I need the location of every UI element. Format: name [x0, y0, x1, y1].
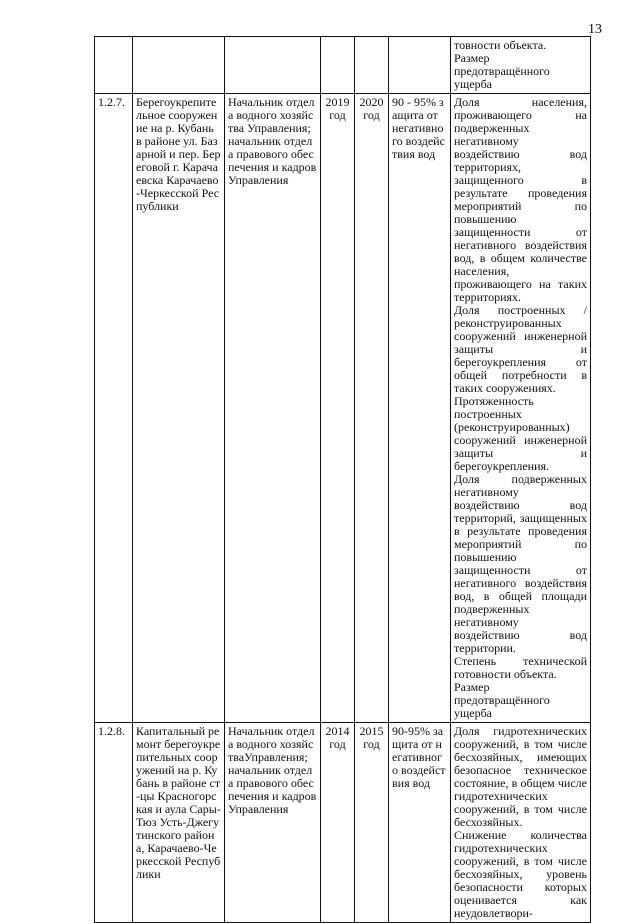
cell-results — [451, 94, 591, 723]
cell-effect: 90-95% защита от негативного воздействия вод — [389, 723, 451, 923]
cell-number: 1.2.7. — [95, 94, 133, 723]
result-paragraph: Протяженность построенных (реконструированных) сооружений инженерной защиты и берегоукрепления. — [454, 394, 587, 473]
cell-title — [133, 37, 225, 94]
cell-end-year: 2020 год — [355, 94, 389, 723]
cell-responsible — [225, 37, 321, 94]
cell-responsible: Начальник отдела водного хозяйстваУправления; начальник отдела правового обеспечения и кадровУправления — [225, 723, 321, 923]
result-paragraph: Снижение количества гидротехнических сооружений, в том числе бесхозяйных, уровень безопасности которых оценивается как неудовлетвори- — [454, 828, 587, 920]
result-line: Размер предотвращённого ущерба — [454, 51, 550, 91]
table-row — [95, 723, 591, 923]
result-paragraph: Доля гидротехнических сооружений, в том числе бесхозяйных, имеющих безопасное техническое состояние, в общем числе гидротехнических сооружений, в том числе бесхозяйных. — [454, 724, 587, 829]
cell-number: 1.2.8. — [95, 723, 133, 923]
result-paragraph: Доля подверженных негативному воздействию вод территорий, защищенных в результате проведения мероприятий по повышению защищенности от негативного воздействия вод, в общей площади подверженных негативному воздействию вод территории. — [454, 472, 587, 655]
cell-start-year — [321, 37, 355, 94]
table-row — [95, 94, 591, 723]
result-paragraph: Размер предотвращённого ущерба — [454, 680, 550, 720]
cell-start-year: 2014 год — [321, 723, 355, 923]
cell-responsible: Начальник отдела водного хозяйства Управления; начальник отдела правового обеспечения и кадров Управления — [225, 94, 321, 723]
cell-number — [95, 37, 133, 94]
result-paragraph: Доля населения, проживающего на подверженных негативному воздействию вод территориях, защищенного в результате проведения мероприятий по повышению защищенности от негативного воздействия вод, в общем количестве населения, проживающего на таких территориях. — [454, 95, 587, 304]
cell-effect: 90 - 95% защита от негативного воздействия вод — [389, 94, 451, 723]
cell-effect — [389, 37, 451, 94]
result-line: товности объекта. — [454, 38, 547, 52]
cell-results — [451, 37, 591, 94]
measures-table — [94, 36, 591, 923]
table-row-continuation — [95, 37, 591, 94]
cell-end-year: 2015 год — [355, 723, 389, 923]
result-paragraph: Степень технической готовности объекта. — [454, 654, 587, 681]
cell-title: Капитальный ремонт берегоукрепительных сооружений на р. Кубань в районе ст-цы Красногорская и аула Сары-Тюз Усть-Джегутинского района, Карачаево-Черкесской Республики — [133, 723, 225, 923]
cell-start-year: 2019 год — [321, 94, 355, 723]
cell-end-year — [355, 37, 389, 94]
cell-results — [451, 723, 591, 923]
result-paragraph: Доля построенных / реконструированных сооружений инженерной защиты и берегоукрепления от общей потребности в таких сооружениях. — [454, 303, 587, 395]
page-number: 13 — [588, 22, 602, 37]
cell-title: Берегоукрепительное сооружение на р. Кубань в районе ул. Базарной и пер. Береговой г. Карачаевска Карачаево-Черкесской Республики — [133, 94, 225, 723]
